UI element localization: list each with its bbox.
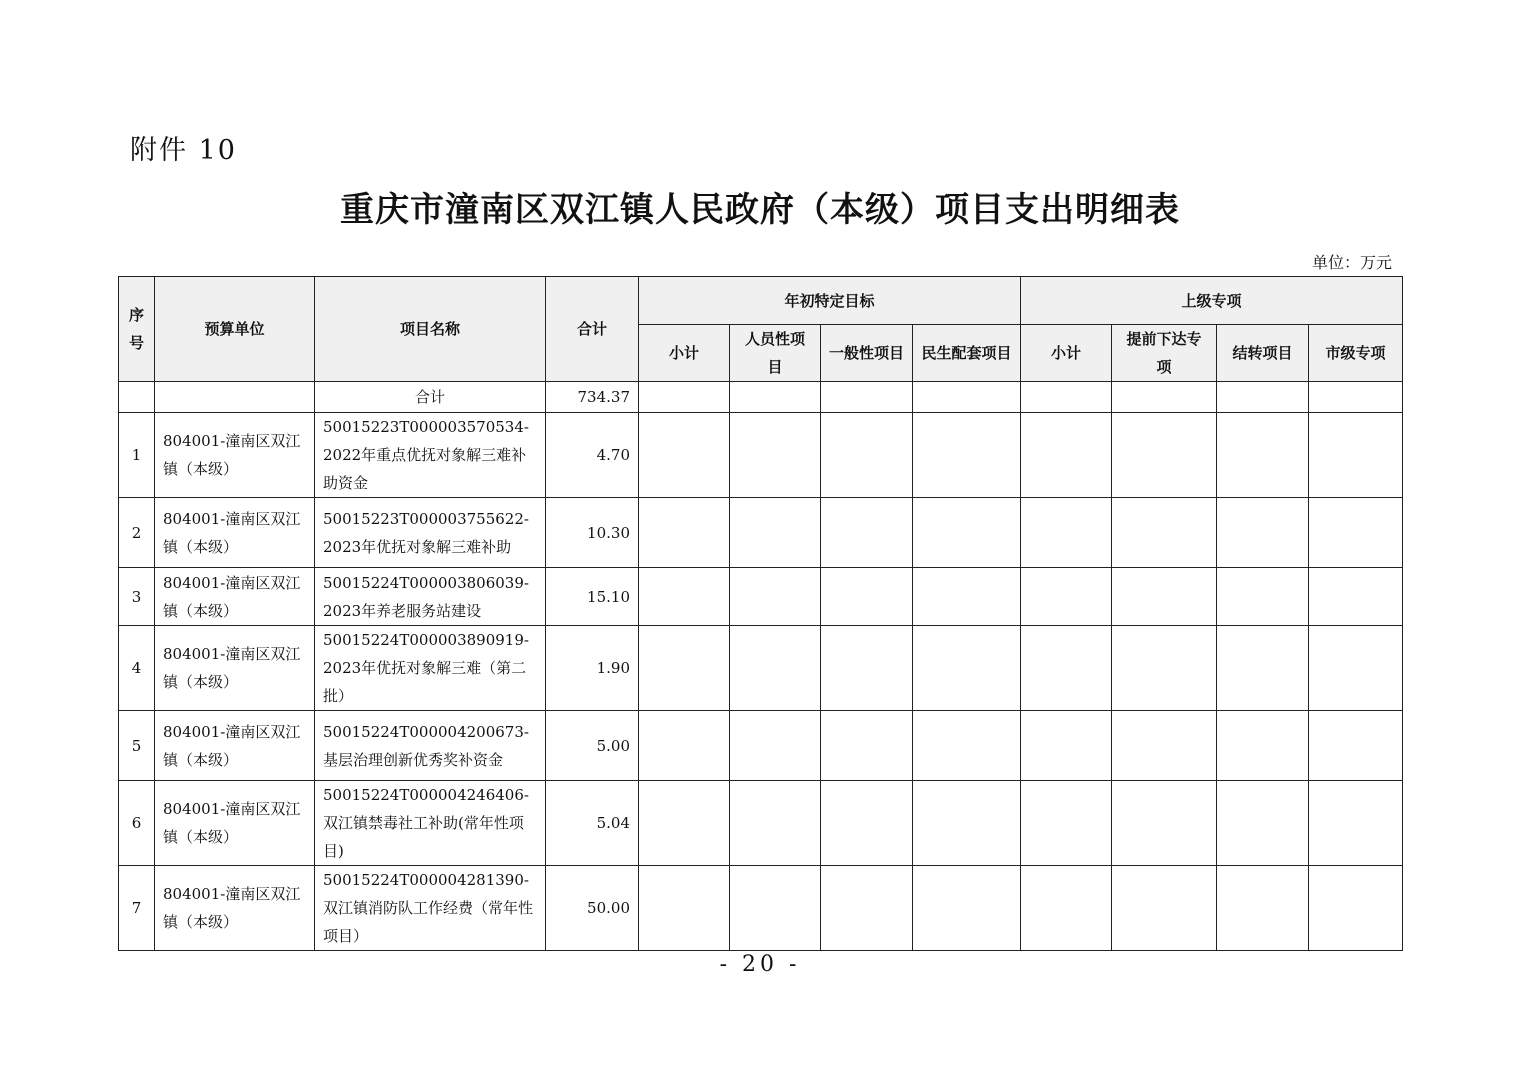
row-project: 50015223T000003570534-2022年重点优抚对象解三难补助资金 [315,413,546,498]
row-amount: 1.90 [546,626,639,711]
table-row [119,781,1403,866]
row-amount: 5.04 [546,781,639,866]
header-g2-advance: 提前下达专项 [1112,325,1217,382]
header-unit: 预算单位 [155,277,315,382]
table-row [119,498,1403,568]
unit-label: 单位：万元 [1311,253,1392,272]
header-g2-municipal: 市级专项 [1309,325,1403,382]
row-amount: 5.00 [546,711,639,781]
row-seq: 1 [119,413,155,498]
row-unit: 804001-潼南区双江镇（本级） [155,626,315,711]
table-row [119,866,1403,951]
header-g1-general: 一般性项目 [821,325,913,382]
row-unit: 804001-潼南区双江镇（本级） [155,498,315,568]
header-g1-subtotal: 小计 [639,325,730,382]
header-g2-carryover: 结转项目 [1217,325,1309,382]
header-project: 项目名称 [315,277,546,382]
row-unit: 804001-潼南区双江镇（本级） [155,781,315,866]
row-unit: 804001-潼南区双江镇（本级） [155,413,315,498]
row-amount: 50.00 [546,866,639,951]
total-label: 合计 [315,382,546,413]
row-seq: 4 [119,626,155,711]
table-row [119,626,1403,711]
row-seq: 5 [119,711,155,781]
row-seq: 3 [119,568,155,626]
row-unit: 804001-潼南区双江镇（本级） [155,711,315,781]
header-g1-livelihood: 民生配套项目 [913,325,1021,382]
row-unit: 804001-潼南区双江镇（本级） [155,568,315,626]
header-group-superior-special: 上级专项 [1021,277,1403,325]
page-number: - 20 - [719,952,801,977]
row-seq: 6 [119,781,155,866]
row-project: 50015224T000004200673-基层治理创新优秀奖补资金 [315,711,546,781]
row-amount: 10.30 [546,498,639,568]
row-project: 50015223T000003755622-2023年优抚对象解三难补助 [315,498,546,568]
total-row [119,382,1403,413]
attachment-label: 附件 10 [130,135,237,166]
row-amount: 15.10 [546,568,639,626]
table-row [119,711,1403,781]
header-g1-personnel: 人员性项目 [730,325,821,382]
row-seq: 2 [119,498,155,568]
total-value: 734.37 [546,382,639,413]
row-project: 50015224T000004281390-双江镇消防队工作经费（常年性项目） [315,866,546,951]
row-seq: 7 [119,866,155,951]
table-row [119,568,1403,626]
row-project: 50015224T000003806039-2023年养老服务站建设 [315,568,546,626]
header-g2-subtotal: 小计 [1021,325,1112,382]
expenditure-table [118,276,1403,951]
row-unit: 804001-潼南区双江镇（本级） [155,866,315,951]
header-seq: 序号 [119,277,155,382]
page-title: 重庆市潼南区双江镇人民政府（本级）项目支出明细表 [340,190,1180,230]
header-total: 合计 [546,277,639,382]
row-project: 50015224T000003890919-2023年优抚对象解三难（第二批） [315,626,546,711]
row-project: 50015224T000004246406-双江镇禁毒社工补助(常年性项目) [315,781,546,866]
table-row [119,413,1403,498]
row-amount: 4.70 [546,413,639,498]
header-group-initial-targets: 年初特定目标 [639,277,1021,325]
